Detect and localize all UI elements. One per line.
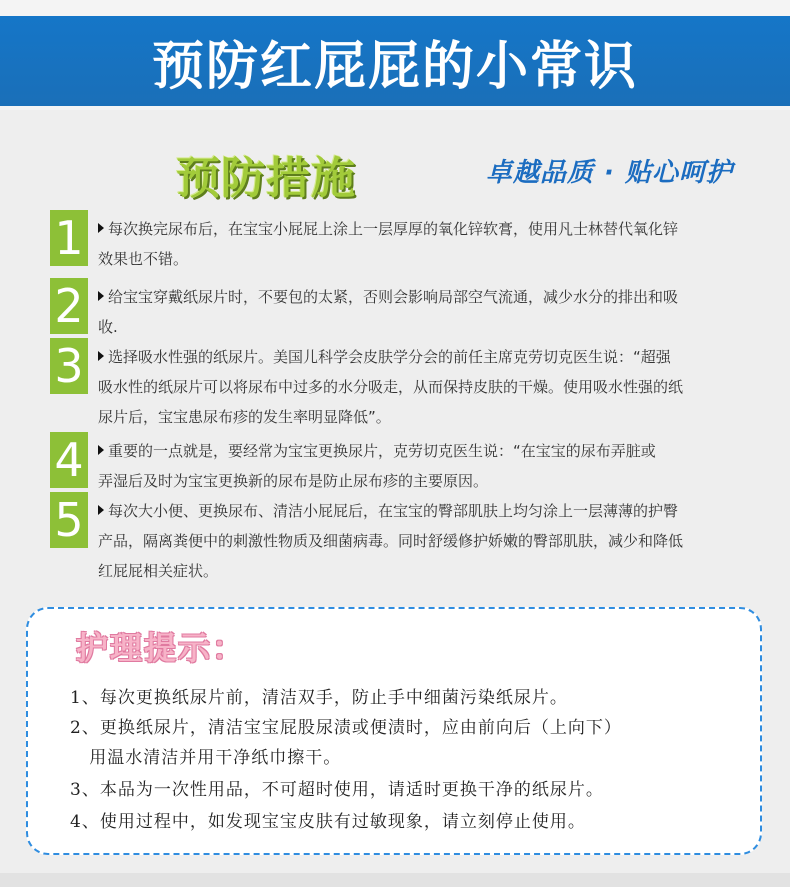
step-line-text: 给宝宝穿戴纸尿片时，不要包的太紧，否则会影响局部空气流通，减少水分的排出和吸: [108, 288, 679, 306]
step-number: 5: [50, 492, 88, 548]
step-text: [98, 282, 768, 342]
tips-title: 护理提示：: [76, 629, 247, 667]
slogan: 卓越品质 · 贴心呵护: [486, 158, 733, 188]
arrow-icon: [98, 291, 104, 301]
step-line: [98, 282, 768, 312]
step-line: 产品，隔离粪便中的刺激性物质及细菌病毒。同时舒缓修护娇嫩的臀部肌肤，减少和降低: [98, 532, 684, 550]
arrow-icon: [98, 223, 104, 233]
step-line: 吸水性的纸尿片可以将尿布中过多的水分吸走，从而保持皮肤的干燥。使用吸水性强的纸: [98, 378, 684, 396]
title-bar: [0, 16, 790, 106]
step-line-text: 重要的一点就是，要经常为宝宝更换尿片，克劳切克医生说：“在宝宝的尿布弄脏或: [108, 442, 656, 460]
step-line: [98, 342, 768, 372]
step-text: [98, 214, 768, 274]
step-text: [98, 342, 768, 432]
step-line: 尿片后，宝宝患尿布疹的发生率明显降低”。: [98, 408, 391, 426]
step-line: [98, 496, 768, 526]
step-line: [98, 214, 768, 244]
step-text: [98, 496, 768, 586]
step-number: 4: [50, 432, 88, 488]
tip-line: 3、本品为一次性用品，不可超时使用，请适时更换干净的纸尿片。: [70, 780, 604, 800]
step-line: 弄湿后及时为宝宝更换新的尿布是防止尿布疹的主要原因。: [98, 472, 489, 490]
section-heading: 预防措施: [176, 153, 356, 204]
tip-line: 4、使用过程中，如发现宝宝皮肤有过敏现象，请立刻停止使用。: [70, 812, 586, 832]
step-text: [98, 436, 768, 496]
step-line: [98, 436, 768, 466]
arrow-icon: [98, 445, 104, 455]
tip-line: 用温水清洁并用干净纸巾擦干。: [70, 748, 342, 768]
step-line: 红屁屁相关症状。: [98, 562, 219, 580]
footer-strip: [0, 873, 790, 887]
tip-line: 2、更换纸尿片，清洁宝宝屁股尿渍或便渍时，应由前向后（上向下）: [70, 718, 622, 738]
step-line-text: 每次大小便、更换尿布、清洁小屁屁后，在宝宝的臀部肌肤上均匀涂上一层薄薄的护臀: [108, 502, 679, 520]
step-line: 效果也不错。: [98, 250, 189, 268]
arrow-icon: [98, 351, 104, 361]
step-number: 2: [50, 278, 88, 334]
step-line: 收.: [98, 318, 118, 336]
arrow-icon: [98, 505, 104, 515]
step-number: 3: [50, 338, 88, 394]
page-title: 预防红屁屁的小常识: [151, 36, 638, 97]
care-tips-box: [26, 607, 762, 855]
step-number: 1: [50, 210, 88, 266]
step-line-text: 每次换完尿布后，在宝宝小屁屁上涂上一层厚厚的氧化锌软膏，使用凡士林替代氧化锌: [108, 220, 679, 238]
step-line-text: 选择吸水性强的纸尿片。美国儿科学会皮肤学分会的前任主席克劳切克医生说：“超强: [108, 348, 671, 366]
tip-line: 1、每次更换纸尿片前，清洁双手，防止手中细菌污染纸尿片。: [70, 688, 568, 708]
